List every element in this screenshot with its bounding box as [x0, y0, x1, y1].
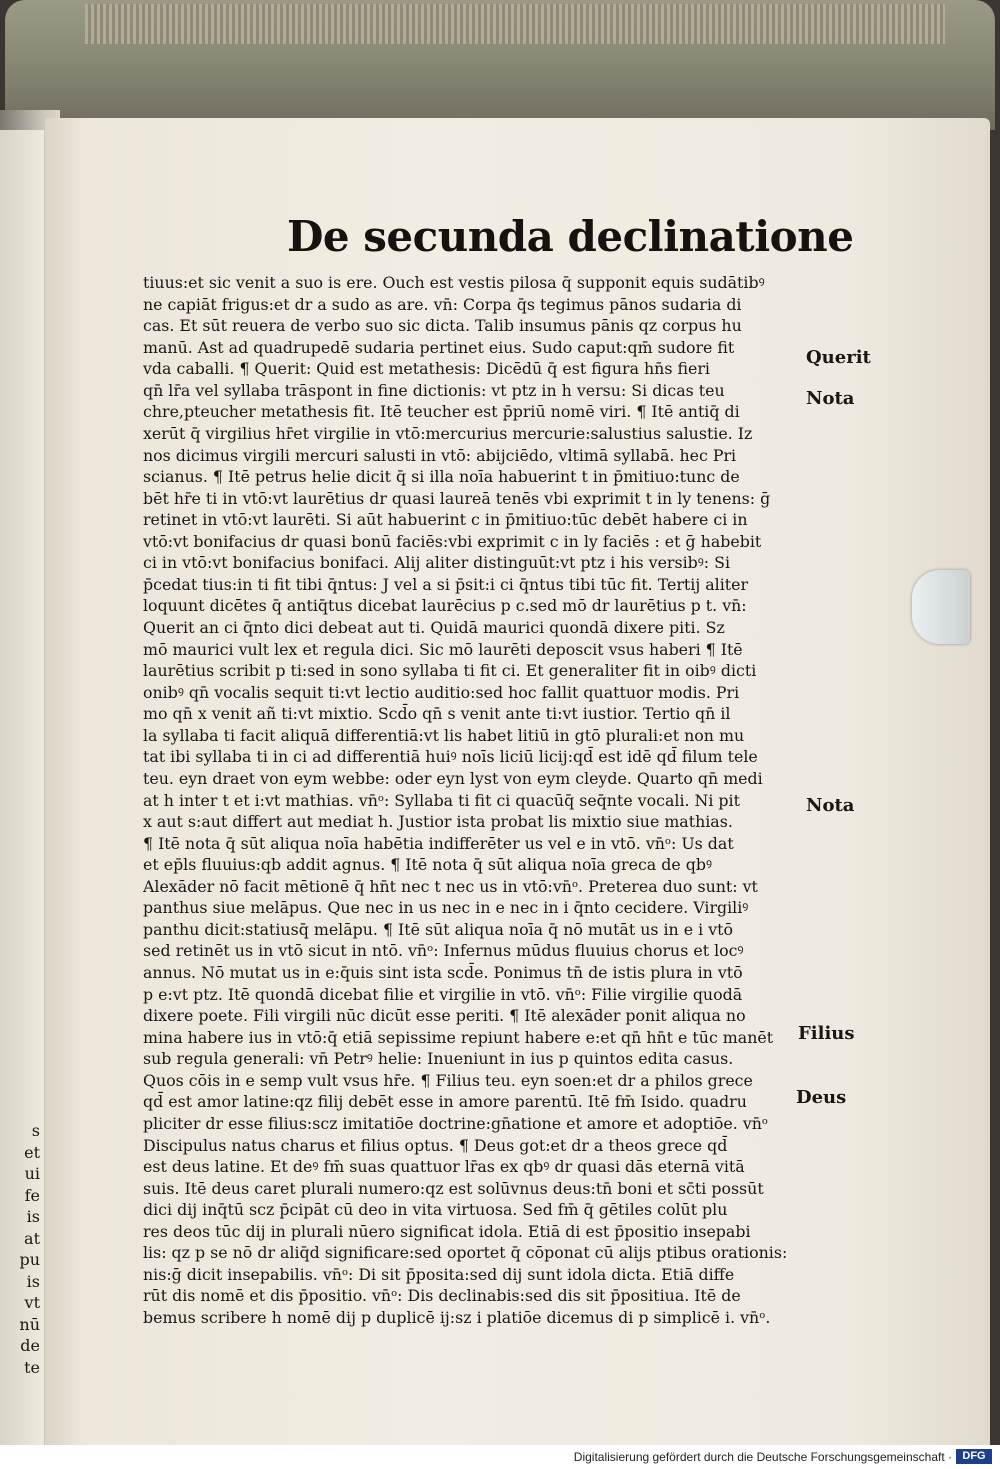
text-line: xerūt q̄ virgilius hr̄et virgilie in vtō:mercurius mercurie:salustius salustie. Iz: [143, 423, 753, 443]
text-line: laurētius scribit p ti:sed in sono syllaba ti fit ci. Et generaliter fit in oibꝰ dicti: [143, 661, 757, 681]
text-line: bemus scribere h nomē dij p duplicē ij:sz i platiōe dicemus di p simplicē i. vn̄ᵒ.: [143, 1308, 771, 1327]
left-page-fragment: vt: [24, 1293, 40, 1312]
left-page-fragment: nū: [19, 1314, 40, 1334]
text-line: bēt hr̄e ti in vtō:vt laurētius dr quasi laureā tenēs vbi exprimit t in ly tenens: ḡ: [143, 488, 771, 508]
text-line: mō maurici vult lex et regula dici. Sic mō laurēti deposcit vsus haberi ¶ Itē: [143, 639, 743, 659]
left-page-fragment: ui: [24, 1164, 40, 1183]
text-line: p̄cedat tius:in ti fit tibi q̄ntus: J vel a si p̄sit:i ci q̄ntus tibi tūc fit. Tertij aliter: [143, 574, 749, 594]
text-line: panthu dicit:statiusq̄ melāpu. ¶ Itē sūt aliqua noīa q̄ nō mutāt us in e i vtō: [143, 919, 733, 939]
page-edges: [85, 4, 945, 44]
text-line: nis:ḡ dicit insepabilis. vn̄ᵒ: Di sit p̄posita:sed dij sunt idola dicta. Etiā diffe: [143, 1264, 735, 1284]
left-page-fragment: fe: [24, 1185, 40, 1205]
text-line: lis: qz p se nō dr aliq̄d significare:sed oportet q̄ cōponat cū alijs ptibus orationis:: [143, 1243, 788, 1263]
text-line: ne capiāt frigus:et dr a sudo as are. vn̄: Corpa q̄s tegimus pānos sudaria di: [143, 294, 742, 314]
left-page: [0, 130, 44, 1445]
text-line: at h inter t et i:vt mathias. vn̄ᵒ: Syllaba ti fit ci quacūq̄ seq̄nte vocali. Ni pit: [143, 790, 740, 810]
text-line: p e:vt ptz. Itē quondā dicebat filie et virgilie in vtō. vn̄ᵒ: Filie virgilie quodā: [143, 984, 743, 1004]
text-line: cas. Et sūt reuera de verbo suo sic dicta. Talib insumus pānis qz corpus hu: [143, 316, 742, 336]
book-top-edge: [5, 0, 995, 130]
text-line: la syllaba ti facit aliquā differentiā:vt lis habet litiū in gtō plurali:et non mu: [143, 725, 745, 745]
text-line: dici dij inq̄tū scz p̄cipāt cū deo in vita virtuosa. Sed fm̄ q̄ gētiles colūt plu: [143, 1200, 728, 1220]
left-page-fragment: is: [26, 1207, 40, 1226]
left-page-fragment: et: [24, 1142, 40, 1162]
text-line: nos dicimus virgili mercuri salusti in vtō: abijciēdo, vltimā syllabā. hec Pri: [143, 445, 737, 465]
text-line: pliciter dr esse filius:scz imitatiōe doctrine:gn̄atione et amore et adoptiōe. vn̄ᵒ: [143, 1113, 769, 1133]
text-line: vda caballi. ¶ Querit: Quid est metathesis: Dicēdū q̄ est figura hn̄s fieri: [143, 359, 710, 379]
left-page-fragment: is: [26, 1271, 40, 1291]
funding-notice: Digitalisierung gefördert durch die Deutsche Forschungsgemeinschaft ·: [573, 1450, 952, 1464]
left-page-fragment: s: [31, 1121, 40, 1140]
text-line: et ep̄ls fluuius:qb addit agnus. ¶ Itē nota q̄ sūt aliqua noīa greca de qbꝰ: [143, 855, 712, 875]
body-text: [143, 272, 803, 1329]
text-line: sub regula generali: vn̄ Petrꝰ helie: Inueniunt in ius p quintos edita casus.: [143, 1049, 734, 1069]
text-line: mina habere ius in vtō:q̄ etiā sepissime repiunt habere e:et qn̄ hn̄t e tūc manēt: [143, 1027, 774, 1047]
text-line: rūt dis nomē et dis p̄positio. vn̄ᵒ: Dis declinabis:sed dis sit p̄positiua. Itē de: [143, 1286, 741, 1306]
text-line: Quos cōis in e semp vult vsus hr̄e. ¶ Filius teu. eyn soen:et dr a philos grece: [143, 1070, 753, 1090]
text-line: scianus. ¶ Itē petrus helie dicit q̄ si illa noīa habuerint t in p̄mitiuo:tunc de: [143, 467, 740, 487]
text-line: ¶ Itē nota q̄ sūt aliqua noīa habētia indifferēter us vel e in vtō. vn̄ᵒ: Us dat: [143, 833, 734, 853]
dfg-logo: DFG: [956, 1449, 992, 1464]
margin-note: Filius: [798, 1023, 855, 1044]
text-line: manū. Ast ad quadrupedē sudaria pertinet eius. Sudo caput:qm̄ sudore fit: [143, 337, 735, 357]
left-page-fragment: te: [24, 1357, 40, 1377]
left-page-fragment: de: [20, 1336, 40, 1355]
text-line: mo qn̄ x venit añ ti:vt mixtio. Scd̄o qn̄ s venit ante ti:vt iustior. Tertio qn̄ il: [143, 704, 731, 724]
margin-note: Deus: [796, 1087, 847, 1108]
text-line: Discipulus natus charus et filius optus. ¶ Deus got:et dr a theos grece qd̄: [143, 1135, 728, 1155]
footer-bar: [0, 1445, 1000, 1469]
left-page-text: [0, 1120, 40, 1378]
text-line: chre,pteucher metathesis fit. Itē teucher est p̄priū nomē viri. ¶ Itē antiq̄ di: [143, 402, 740, 422]
text-line: Alexāder nō facit mētionē q̄ hn̄t nec t nec us in vtō:vn̄ᵒ. Preterea duo sunt: vt: [143, 876, 758, 896]
text-line: loquunt dicētes q̄ antiq̄tus dicebat laurēcius p c.sed mō dr laurētius p t. vn̄:: [143, 596, 747, 616]
text-line: sed retinēt us in vtō sicut in ntō. vn̄ᵒ: Infernus mūdus fluuius chorus et locꝰ: [143, 941, 744, 961]
text-line: vtō:vt bonifacius dr quasi bonū faciēs:vbi exprimit c in ly faciēs : et ḡ habebit: [143, 531, 762, 551]
text-line: onibꝰ qn̄ vocalis sequit ti:vt lectio auditio:sed hoc fallit quattuor modis. Pri: [143, 682, 740, 702]
left-page-fragment: pu: [19, 1250, 40, 1269]
text-line: teu. eyn draet von eym webbe: oder eyn lyst von eym cleyde. Quarto qn̄ medi: [143, 768, 763, 788]
text-line: retinet in vtō:vt laurēti. Si aūt habuerint c in p̄mitiuo:tūc debēt habere ci in: [143, 510, 748, 530]
text-line: Querit an ci q̄nto dici debeat aut ti. Quidā maurici quondā dixere piti. Sz: [143, 618, 725, 637]
page-heading: De secunda declinatione: [287, 212, 854, 261]
text-line: panthus siue melāpus. Que nec in us nec in e nec in i q̄nto cecidere. Virgiliꝰ: [143, 898, 749, 918]
margin-note: Querit: [806, 347, 871, 368]
margin-note: Nota: [806, 795, 855, 816]
text-line: tiuus:et sic venit a suo is ere. Ouch est vestis pilosa q̄ supponit equis sudātibꝰ: [143, 273, 765, 292]
left-page-fragment: at: [24, 1228, 40, 1248]
margin-note: Nota: [806, 388, 855, 409]
text-line: annus. Nō mutat us in e:q̄uis sint ista scd̄e. Ponimus tn̄ de istis plura in vtō: [143, 963, 743, 982]
text-line: est deus latine. Et deꝰ fm̄ suas quattuor lr̄as ex qbꝰ dr quasi dās eternā vitā: [143, 1157, 745, 1177]
text-line: suis. Itē deus caret plurali numero:qz est solūvnus deus:tn̄ boni et sc̄ti possūt: [143, 1178, 764, 1198]
text-line: ci in vtō:vt bonifacius bonifaci. Alij aliter distinguūt:vt ptz i his versibꝰ: Si: [143, 553, 731, 573]
text-line: dixere poete. Fili virgili nūc dicūt esse periti. ¶ Itē alexāder ponit aliqua no: [143, 1006, 746, 1026]
text-line: tat ibi syllaba ti in ci ad differentiā huiꝰ noīs liciū licij:qd̄ est idē qd̄ filum tele: [143, 747, 758, 767]
text-line: qn̄ lr̄a vel syllaba trāspont in fine dictionis: vt ptz in h versu: Si dicas teu: [143, 380, 725, 400]
text-line: res deos tūc dij in plurali nūero significat idola. Etiā di est p̄positio insepabi: [143, 1221, 751, 1241]
text-line: qd̄ est amor latine:qz filij debēt esse in amore parentū. Itē fm̄ Isido. quadru: [143, 1092, 747, 1112]
page-clip: [912, 570, 970, 644]
text-line: x aut s:aut differt aut mediat h. Justior ista probat lis mixtio siue mathias.: [143, 812, 733, 832]
